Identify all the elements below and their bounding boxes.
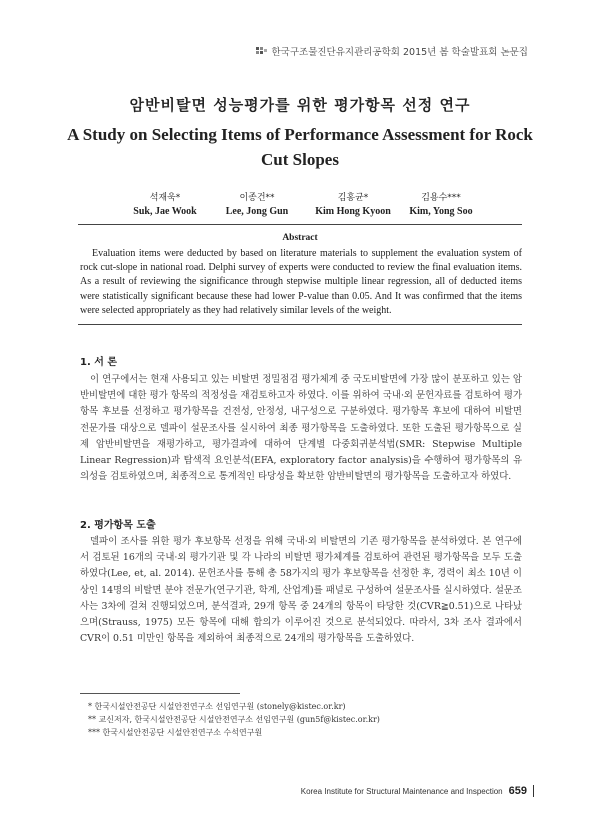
footnote-2: ** 교신저자, 한국시설안전공단 시설안전연구소 선임연구원 (gun5f@kistec.or.kr)	[88, 715, 380, 724]
abstract-bottom-rule	[78, 324, 522, 325]
author-3	[308, 192, 398, 219]
section-heading-items: 2. 평가항목 도출	[80, 520, 156, 531]
footer-organization: Korea Institute for Structural Maintenance and Inspection	[300, 786, 503, 796]
author-name-ko: 이종건**	[239, 193, 275, 203]
english-title: A Study on Selecting Items of Performance Assessment for Rock Cut Slopes	[67, 125, 533, 169]
author-name-ko: 김용수***	[421, 193, 461, 203]
author-name-en: Lee, Jong Gun	[225, 206, 289, 217]
page-number: 659	[509, 785, 534, 797]
korean-title: 암반비탈면 성능평가를 위한 평가항목 선정 연구	[129, 96, 471, 114]
abstract-heading: Abstract	[282, 233, 318, 243]
abstract-top-rule	[78, 224, 522, 225]
page-footer	[301, 785, 534, 797]
author-name-ko: 석재욱*	[149, 193, 181, 203]
author-4	[396, 192, 486, 219]
header-text: 한국구조물진단유지관리공학회 2015년 봄 학술발표회 논문집	[271, 47, 528, 58]
section-body-introduction: 이 연구에서는 현재 사용되고 있는 비탈면 정밀점검 평가체계 중 국도비탈면에 가장 많이 분포하고 있는 암반비탈면에 대한 평가 항목의 적정성을 재검토하고자 하였다. 이를 위하여 국내·외 문헌자료를 검토하여 평가항목 후보를 선정하고 평가항목을 건전성, 안정성, 내구성으로 구분하였다. 평가항목 후보에 대하여 비탈면 전문가를 대상으로 델파이 설문조사를 실시하여 최종 평가항목을 도출하였다. 또한 도출된 평가항목으로 실제 암반비탈면을 재평가하고, 평가결과에 대하여 단계별 다중회귀분석법(SMR: Stepwise Multiple Linear Regression)과 탐색적 요인분석(EFA, exploratory factor analysis)을 수행하여 평가항목의 유의성을 검토하였으며, 최종적으로 통계적인 타당성을 확보한 암반비탈면의 평가항목을 도출하고자 하였다.	[80, 374, 522, 483]
author-2	[212, 192, 302, 219]
author-name-en: Suk, Jae Wook	[133, 206, 197, 217]
journal-logo-icon	[256, 46, 267, 57]
footnotes	[88, 700, 380, 739]
abstract-text: Evaluation items were deducted by based on literature materials to supplement the evaluation system of rock cut-slope in national road. Delphi survey of experts were conducted to review the final evaluation items. As a result of reviewing the significance through stepwise multiple linear regression, all of deducted items were statistically significant because these had lower P-value than 0.05. And It was confirmed that the items were selected appropriately as they had relatively similar levels of the weight.	[80, 248, 522, 316]
author-1	[120, 192, 210, 219]
author-name-en: Kim Hong Kyoon	[315, 206, 391, 217]
footnote-rule	[80, 693, 240, 694]
footnote-1: * 한국시설안전공단 시설안전연구소 선임연구원 (stonely@kistec.or.kr)	[88, 702, 346, 711]
author-name-ko: 김홍균*	[337, 193, 369, 203]
footnote-3: *** 한국시설안전공단 시설안전연구소 수석연구원	[88, 728, 263, 737]
author-name-en: Kim, Yong Soo	[409, 206, 473, 217]
section-body-items: 델파이 조사를 위한 평가 후보항목 선정을 위해 국내·외 비탈면의 기존 평가항목을 분석하였다. 본 연구에서 검토된 16개의 국내·외 평가기관 및 각 나라의 비탈면 평가체계를 검토하여 관련된 평가항목을 모두 도출하였다(Lee, et, al. 2014). 문헌조사를 통해 총 58가지의 평가 후보항목을 선정한 후, 경력이 최소 10년 이상인 14명의 비탈면 분야 전문가(연구기관, 학계, 산업계)를 패널로 구성하여 설문조사를 실시하였다. 설문조사는 3차에 걸쳐 진행되었으며, 분석결과, 29개 항목 중 24개의 항목이 타당한 것(CVR≧0.51)으로 나타났으며(Strauss, 1975) 모든 항목에 대해 합의가 이루어진 것으로 분석되었다. 따라서, 3차 조사 결과에서 CVR이 0.51 미만인 항목을 제외하여 최종적으로 24개의 평가항목을 도출하였다.	[80, 536, 522, 645]
running-header	[256, 44, 528, 58]
section-heading-introduction: 1. 서 론	[80, 357, 118, 368]
